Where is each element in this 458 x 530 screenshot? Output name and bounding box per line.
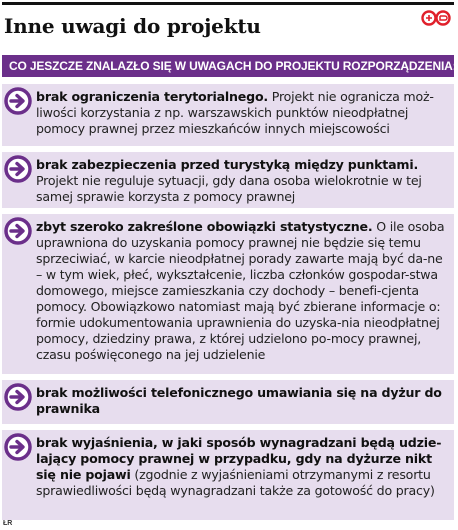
section-banner: CO JESZCZE ZNALAZŁO SIĘ W UWAGACH DO PROJEKTU ROZPORZĄDZENIA: <box>2 55 454 77</box>
item-body: (zgodnie z wyjaśnieniami otrzymanymi z resortu sprawiedliwości będą wynagradzani także za gotowość do pracy) <box>36 467 435 498</box>
item-body: O ile osoba uprawniona do uzyskania pomocy prawnej nie będzie się temu sprzeciwiać, w karcie nieodpłatnej porady zawarte mają być da-ne – w tym wiek, płeć, wykształcenie, liczba członków gospodar-stwa domowego, miejsce zamieszkania czy dochody – benefi-cjenta pomocy. Obowiązkowo natomiast mają być zbierane informacje o: formie udokumentowania uprawnienia do uzyska-nia nieodpłatnej pomocy, dziedziny prawa, z której udzielono po-mocy prawnej, czasu poświęconego na jej udzielenie <box>36 219 445 362</box>
arrow-right-circle-icon <box>4 383 32 411</box>
list-item-text <box>36 89 448 137</box>
double-circle-logo-icon <box>421 10 453 26</box>
item-lead: zbyt szeroko zakreślone obowiązki statystyczne. <box>36 219 373 234</box>
list-item-text <box>36 385 448 417</box>
list-item-text <box>36 157 448 205</box>
list-item <box>2 214 454 374</box>
item-body: Projekt nie reguluje sytuacji, gdy dana osoba wielokrotnie w tej samej sprawie korzysta z pomocy prawnej <box>36 173 422 204</box>
item-body: Projekt nie ogranicza moż-liwości korzystania z np. warszawskich punktów nieodpłatnej pomocy prawnej przez mieszkańców innych miejscowości <box>36 89 434 136</box>
list-item <box>2 430 454 520</box>
arrow-right-circle-icon <box>4 87 32 115</box>
arrow-right-circle-icon <box>4 217 32 245</box>
list-item <box>2 380 454 424</box>
item-lead: brak ograniczenia terytorialnego. <box>36 89 268 104</box>
arrow-right-circle-icon <box>4 155 32 183</box>
item-lead: brak zabezpieczenia przed turystyką między punktami. <box>36 157 419 172</box>
arrow-right-circle-icon <box>4 433 32 461</box>
list-item-text <box>36 435 448 499</box>
header-rule <box>2 2 454 5</box>
page-title: Inne uwagi do projektu <box>4 14 261 38</box>
item-lead: brak wyjaśnienia, w jaki sposób wynagradzani będą udzie-lający pomocy prawnej w przypadku, gdy na dyżurze nikt się nie pojawi <box>36 435 442 482</box>
author-credit: ŁR <box>3 520 13 527</box>
list-item <box>2 152 454 208</box>
list-item-text <box>36 219 448 363</box>
item-lead: brak możliwości telefonicznego umawiania się na dyżur do prawnika <box>36 385 442 416</box>
list-item <box>2 84 454 146</box>
